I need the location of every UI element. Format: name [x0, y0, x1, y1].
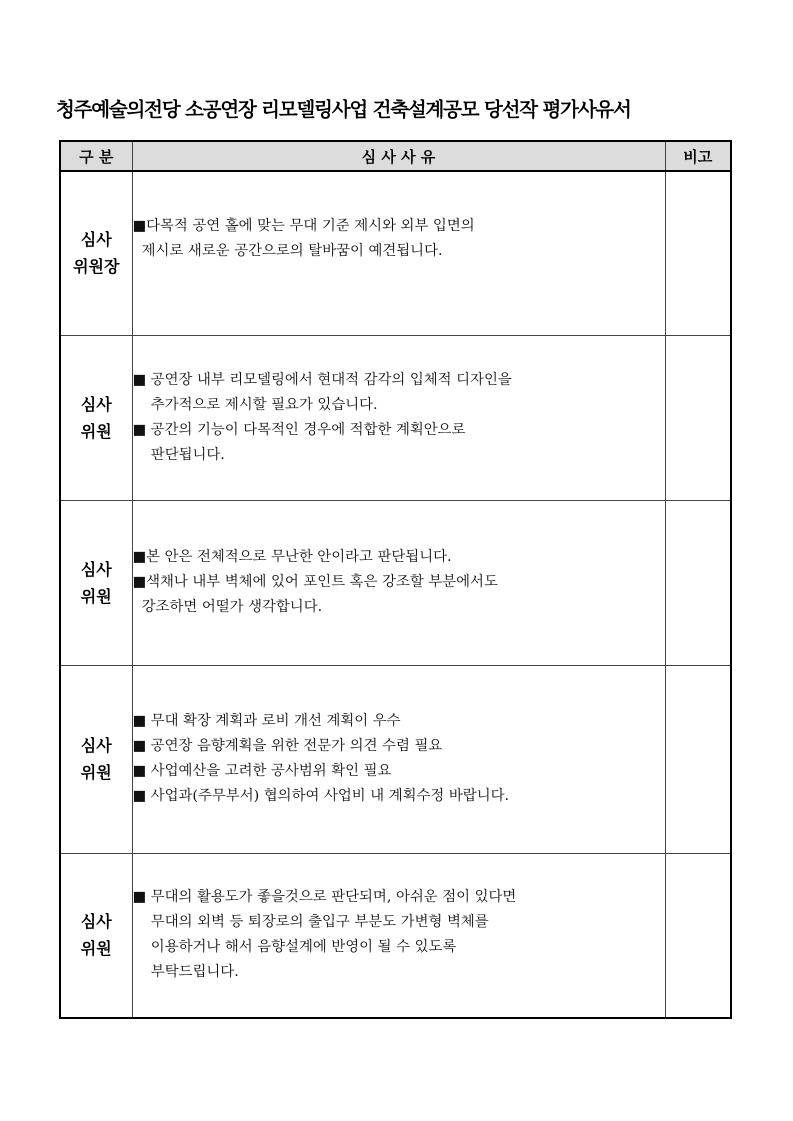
reviewer-role-line2: 위원: [80, 586, 112, 606]
table-row: [60, 853, 731, 1018]
reason-line: ■ 무대의 활용도가 좋을것으로 판단되며, 아쉬운 점이 있다면: [132, 889, 517, 906]
reason-line: ■색채나 내부 벽체에 있어 포인트 혹은 강조할 부분에서도: [132, 574, 498, 590]
review-reason: [132, 665, 665, 853]
header-remarks: 비고: [665, 141, 731, 171]
reason-line: ■다목적 공연 홀에 맞는 무대 기준 제시와 외부 입면의: [132, 218, 475, 235]
reason-line: 추가적으로 제시할 필요가 있습니다.: [132, 396, 378, 413]
reviewer-role-line1: 심사: [80, 394, 112, 414]
review-reason: [132, 335, 665, 500]
reviewer-role-line1: 심사: [80, 912, 112, 932]
reviewer-role-line1: 심사: [80, 736, 112, 755]
reason-line: 이용하거나 해서 음향설계에 반영이 될 수 있도록: [132, 939, 457, 956]
reason-line: ■ 사업과(주무부서) 협의하여 사업비 내 계획수정 바랍니다.: [132, 788, 510, 804]
reviewer-role: [60, 665, 132, 853]
reviewer-role-line2: 위원: [80, 421, 112, 441]
reason-line: ■ 무대 확장 계획과 로비 개선 계획이 우수: [132, 713, 401, 729]
remarks-cell: [665, 171, 731, 335]
reviewer-role-line2: 위원: [80, 763, 112, 782]
reviewer-role: [60, 171, 132, 335]
reason-line: ■본 안은 전체적으로 무난한 안이라고 판단됩니다.: [132, 549, 452, 565]
document-title: 청주예술의전당 소공연장 리모델링사업 건축설계공모 당선작 평가사유서: [56, 98, 631, 121]
table-row: [60, 500, 731, 665]
reason-line: 강조하면 어떨가 생각합니다.: [132, 599, 323, 615]
table-row: [60, 335, 731, 500]
reviewer-role: [60, 500, 132, 665]
review-reason: [132, 853, 665, 1018]
reviewer-role-line1: 심사: [80, 559, 112, 579]
table-row: [60, 171, 731, 335]
remarks-cell: [665, 665, 731, 853]
reason-line: 판단됩니다.: [132, 446, 225, 463]
reviewer-role-line1: 심사: [80, 230, 112, 250]
table-header-row: [60, 141, 731, 171]
reason-line: ■ 공연장 음향계획을 위한 전문가 의견 수렴 필요: [132, 738, 443, 754]
remarks-cell: [665, 853, 731, 1018]
reviewer-role: [60, 335, 132, 500]
header-category: 구 분: [60, 141, 132, 171]
table-row: [60, 665, 731, 853]
reason-line: 부탁드립니다.: [132, 964, 239, 981]
reason-line: 제시로 새로운 공간으로의 탈바꿈이 예견됩니다.: [132, 243, 443, 260]
reason-line: 무대의 외벽 등 퇴장로의 출입구 부분도 가변형 벽체를: [132, 914, 489, 931]
remarks-cell: [665, 335, 731, 500]
reviewer-role-line2: 위원: [80, 939, 112, 959]
review-reason: [132, 500, 665, 665]
remarks-cell: [665, 500, 731, 665]
reason-line: ■ 공연장 내부 리모델링에서 현대적 감각의 입체적 디자인을: [132, 371, 512, 388]
reason-line: ■ 사업예산을 고려한 공사범위 확인 필요: [132, 763, 392, 779]
header-reason: 심 사 사 유: [132, 141, 665, 171]
reviewer-role-line2: 위원장: [73, 257, 120, 277]
reviewer-role: [60, 853, 132, 1018]
review-table: [59, 140, 732, 1019]
reason-line: ■ 공간의 기능이 다목적인 경우에 적합한 계획안으로: [132, 421, 466, 438]
review-reason: [132, 171, 665, 335]
